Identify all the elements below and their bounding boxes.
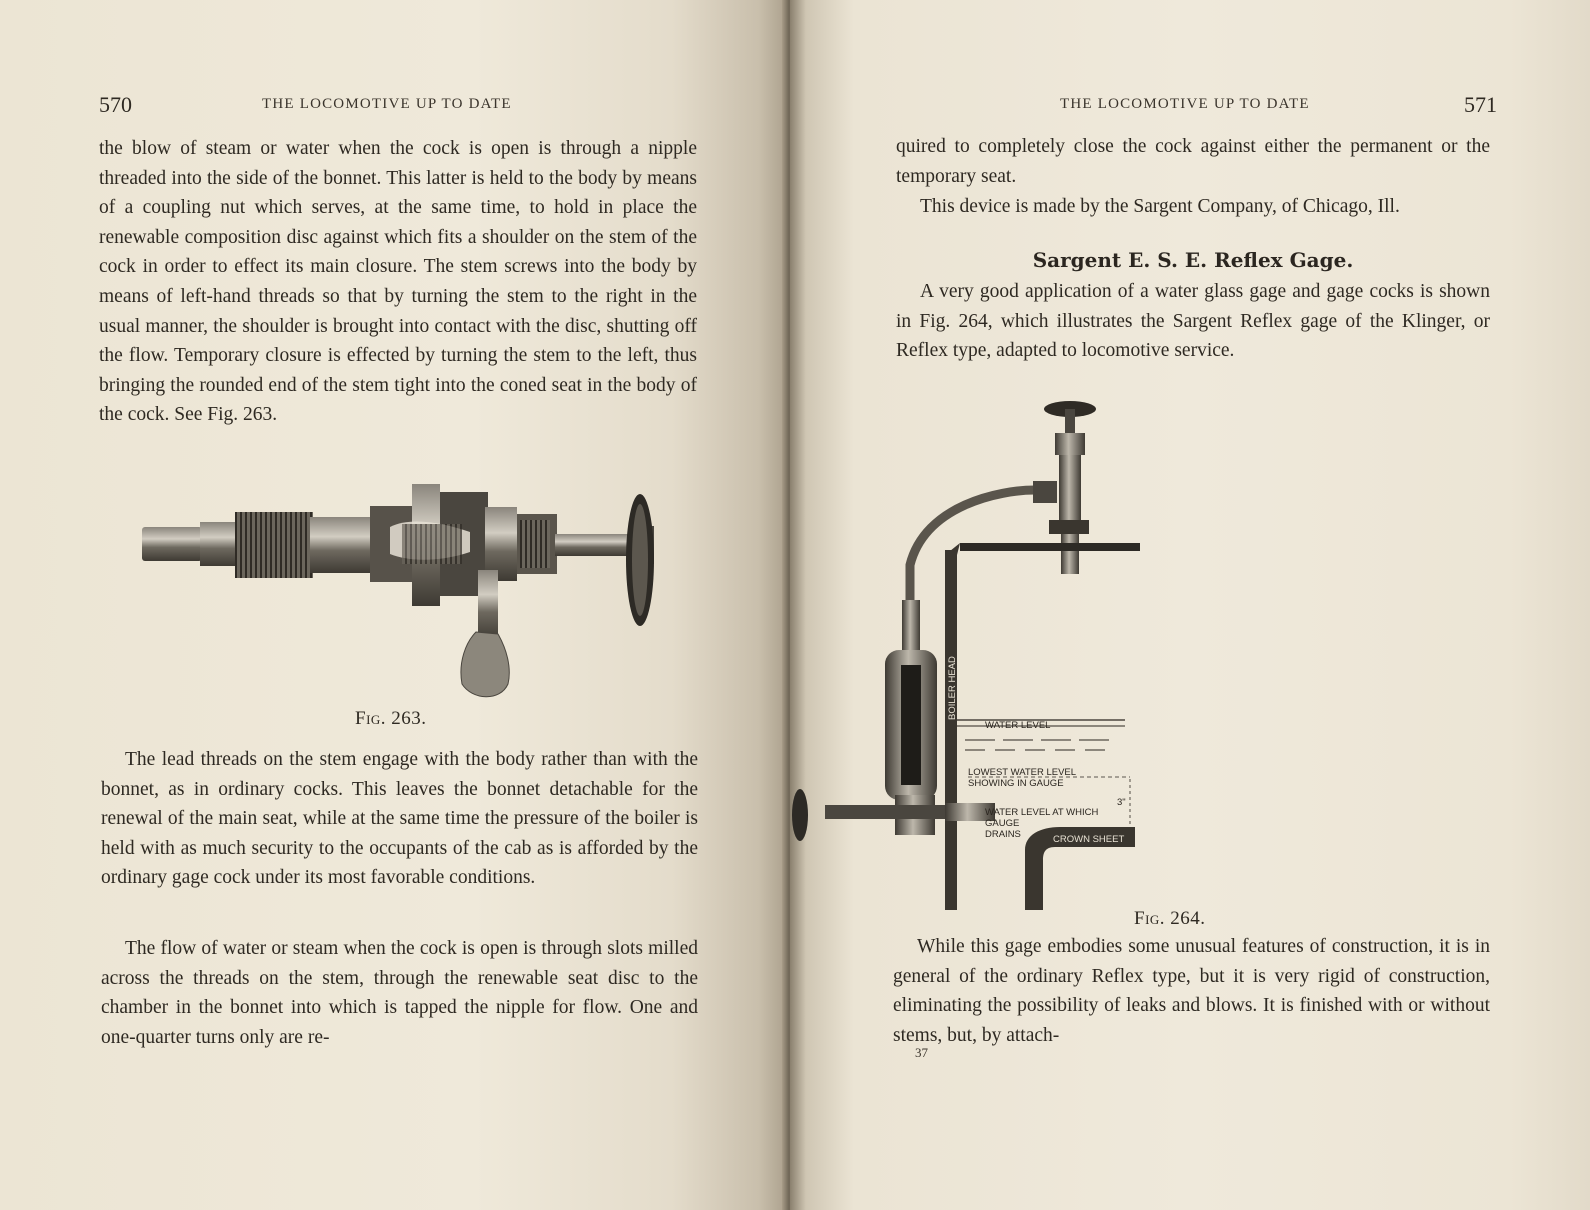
- figure-263-gage-cock: [140, 462, 670, 712]
- right-paragraph-1: quired to completely close the cock against either the permanent or the temporary seat.: [896, 136, 1490, 187]
- figure-264-reflex-gage: [947, 395, 1365, 925]
- label-lowest-level-1: LOWEST WATER LEVEL: [968, 767, 1077, 778]
- left-page-number: 570: [99, 92, 132, 117]
- left-paragraph-1: the blow of steam or water when the cock is open is through a nipple threaded into the side of the bonnet. This latter is held to the body by means of a coupling nut which serves, at the same time, to hold in place the renewable composition disc against which fits a shoulder on the stem of the cock in order to effect its main closure. The stem screws into the body by means of left-hand threads so that by turning the stem to the right in the usual manner, the shoulder is brought into contact with the disc, shutting off the flow. Temporary closure is effected by turning the stem to the left, thus bringing the rounded end of the stem tight into the coned seat in the body of the cock. See Fig. 263.: [99, 138, 697, 426]
- label-drain-2: GAUGE: [985, 818, 1020, 829]
- label-dimension: 3": [1117, 797, 1126, 808]
- label-boiler-head: BOILER HEAD: [947, 656, 958, 720]
- figure-264-caption: Fig. 264.: [1134, 908, 1206, 929]
- right-paragraph-3: A very good application of a water glass gage and gage cocks is shown in Fig. 264, which illustrates the Sargent Reflex gage of the Klinger, or Reflex type, adapted to locomotive service.: [896, 281, 1490, 362]
- section-heading: Sargent E. S. E. Reflex Gage.: [1032, 248, 1354, 272]
- right-running-head: THE LOCOMOTIVE UP TO DATE: [1060, 96, 1310, 112]
- signature-mark: 37: [915, 1045, 928, 1060]
- left-page: [0, 0, 790, 1210]
- label-drain-1: WATER LEVEL AT WHICH: [985, 807, 1099, 818]
- left-paragraph-3: The flow of water or steam when the cock is open is through slots milled across the threads on the stem, through the renewable seat disc to the chamber in the bonnet into which is tapped the nipple for flow. One and one-quarter turns only are re-: [101, 938, 698, 1048]
- label-water-level: WATER LEVEL: [985, 720, 1051, 731]
- right-page: [790, 0, 1590, 1210]
- left-running-head: THE LOCOMOTIVE UP TO DATE: [262, 96, 512, 112]
- figure-263-caption: Fig. 263.: [355, 708, 427, 729]
- right-page-number: 571: [1464, 92, 1497, 117]
- right-paragraph-4: While this gage embodies some unusual features of construction, it is in general of the ordinary Reflex type, but it is very rigid of construction, eliminating the possibility of leaks and blows. It is finished with or without stems, but, by attach-: [893, 936, 1490, 1046]
- left-paragraph-2: The lead threads on the stem engage with the body rather than with the bonnet, as in ordinary cocks. This leaves the bonnet detachable for the renewal of the main seat, while at the same time the pressure of the boiler is held with as much security to the occupants of the cab as is afforded by the ordinary gage cock under its most favorable conditions.: [101, 749, 698, 889]
- label-drain-3: DRAINS: [985, 829, 1021, 840]
- label-lowest-level-2: SHOWING IN GAUGE: [968, 778, 1064, 789]
- right-paragraph-2: This device is made by the Sargent Company, of Chicago, Ill.: [920, 196, 1400, 217]
- label-crown-sheet: CROWN SHEET: [1053, 834, 1125, 845]
